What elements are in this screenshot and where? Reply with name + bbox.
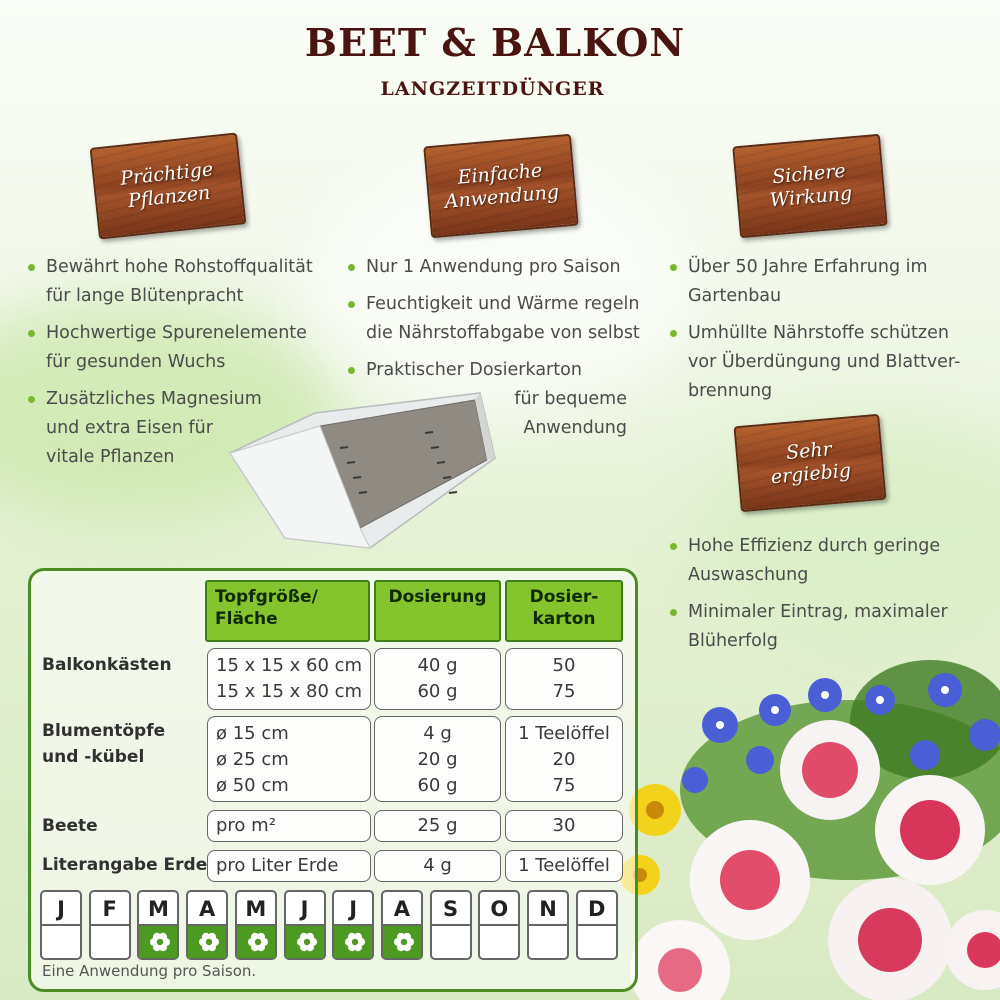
month-letter: N xyxy=(529,892,567,926)
table-cell-size xyxy=(207,648,371,710)
badge-label: Sehr ergiebig xyxy=(770,437,852,489)
flower-icon xyxy=(246,930,270,954)
badge-praechtige-pflanzen xyxy=(90,133,247,240)
month-active-slot xyxy=(286,926,324,958)
badge-label: Einfache Anwendung xyxy=(443,159,560,213)
month-active-slot xyxy=(139,926,177,958)
month-letter: O xyxy=(480,892,518,926)
table-cell-dose xyxy=(374,716,501,802)
cell-value: 4 g xyxy=(423,855,452,876)
month-box xyxy=(186,890,228,960)
table-cell-dose xyxy=(374,810,501,842)
month-box xyxy=(430,890,472,960)
month-letter: J xyxy=(334,892,372,926)
cell-value: 75 xyxy=(552,681,576,702)
row-label-blumentoepfe: Blumentöpfe und -kübel xyxy=(42,721,166,767)
month-active-slot xyxy=(188,926,226,958)
month-letter: J xyxy=(286,892,324,926)
feature-list-wirkung xyxy=(666,253,986,414)
list-item: Hochwertige Spurenelemente für gesunden Wuchs xyxy=(24,319,334,377)
month-letter: J xyxy=(42,892,80,926)
month-empty-slot xyxy=(91,926,129,958)
month-active-slot xyxy=(383,926,421,958)
month-letter: A xyxy=(383,892,421,926)
month-empty-slot xyxy=(432,926,470,958)
list-item: Bewährt hohe Rohstoffqualität für lange Blütenpracht xyxy=(24,253,334,311)
cell-value: 4 g xyxy=(423,723,452,744)
list-item: Über 50 Jahre Erfahrung im Gartenbau xyxy=(666,253,986,311)
list-item: Zusätzliches Magnesium und extra Eisen für vitale Pflanzen xyxy=(24,385,334,472)
month-letter: S xyxy=(432,892,470,926)
table-cell-box xyxy=(505,716,623,802)
table-cell-dose xyxy=(374,850,501,882)
product-subtitle: LANGZEITDÜNGER xyxy=(380,78,605,100)
cell-value: 15 x 15 x 80 cm xyxy=(216,681,363,702)
month-empty-slot xyxy=(578,926,616,958)
badge-sichere-wirkung xyxy=(732,134,887,239)
badge-label: Prächtige Pflanzen xyxy=(119,158,215,213)
list-item: Nur 1 Anwendung pro Saison xyxy=(344,253,649,282)
list-item: Praktischer Dosierkarton xyxy=(344,356,649,385)
month-empty-slot xyxy=(42,926,80,958)
cell-value: 50 xyxy=(552,655,576,676)
badge-label: Sichere Wirkung xyxy=(768,159,854,212)
badge-einfache-anwendung xyxy=(423,134,578,239)
table-cell-size xyxy=(207,716,371,802)
calendar-note: Eine Anwendung pro Saison. xyxy=(42,962,257,980)
table-cell-box xyxy=(505,648,623,710)
flower-icon xyxy=(197,930,221,954)
product-title: BEET & BALKON xyxy=(304,20,686,65)
header-dosierkarton: Dosier- karton xyxy=(505,580,623,642)
month-letter: D xyxy=(578,892,616,926)
flower-icon xyxy=(343,930,367,954)
table-cell-size xyxy=(207,850,371,882)
month-box xyxy=(89,890,131,960)
cell-value: 60 g xyxy=(417,681,458,702)
cell-value: pro Liter Erde xyxy=(216,855,339,876)
month-box xyxy=(137,890,179,960)
flowers-decoration xyxy=(600,650,1000,1000)
table-cell-size xyxy=(207,810,371,842)
list-item: Hohe Effizienz durch geringe Auswaschung xyxy=(666,532,986,590)
badge-sehr-ergiebig xyxy=(734,414,887,512)
table-cell-box xyxy=(505,850,623,882)
cell-value: ø 15 cm xyxy=(216,723,289,744)
row-label-beete: Beete xyxy=(42,816,98,836)
month-box xyxy=(40,890,82,960)
list-item: Umhüllte Nährstoffe schützen vor Überdüngung und Blattver- brennung xyxy=(666,319,986,406)
row-label-balkonkaesten: Balkonkästen xyxy=(42,655,172,675)
month-box xyxy=(478,890,520,960)
flower-icon xyxy=(148,930,172,954)
month-letter: F xyxy=(91,892,129,926)
cell-value: ø 25 cm xyxy=(216,749,289,770)
month-active-slot xyxy=(334,926,372,958)
month-box xyxy=(527,890,569,960)
month-active-slot xyxy=(237,926,275,958)
cell-value: 1 Teelöffel xyxy=(518,855,610,876)
header-dosierung: Dosierung xyxy=(374,580,501,642)
list-item: Minimaler Eintrag, maximaler Blüherfolg xyxy=(666,598,986,656)
cell-value: 30 xyxy=(552,815,576,836)
row-label-literangabe: Literangabe Erde xyxy=(42,855,208,875)
month-box xyxy=(576,890,618,960)
month-box xyxy=(235,890,277,960)
feature-list-ergiebig xyxy=(666,532,986,664)
table-cell-box xyxy=(505,810,623,842)
list-item: Feuchtigkeit und Wärme regeln die Nährstoffabgabe von selbst xyxy=(344,290,649,348)
cell-value: 15 x 15 x 60 cm xyxy=(216,655,363,676)
month-empty-slot xyxy=(480,926,518,958)
cell-value: 40 g xyxy=(417,655,458,676)
table-cell-dose xyxy=(374,648,501,710)
month-letter: M xyxy=(237,892,275,926)
cell-value: pro m² xyxy=(216,815,276,836)
cell-value: ø 50 cm xyxy=(216,775,289,796)
dosing-box-illustration xyxy=(225,388,510,553)
cell-value: 20 xyxy=(552,749,576,770)
month-box xyxy=(332,890,374,960)
cell-value: 1 Teelöffel xyxy=(518,723,610,744)
cell-value: 60 g xyxy=(417,775,458,796)
flower-icon xyxy=(392,930,416,954)
month-letter: A xyxy=(188,892,226,926)
month-letter: M xyxy=(139,892,177,926)
cell-value: 25 g xyxy=(417,815,458,836)
header-topfgroesse: Topfgröße/ Fläche xyxy=(205,580,370,642)
cell-value: 75 xyxy=(552,775,576,796)
list-item-continuation: für bequeme Anwendung xyxy=(514,389,627,438)
cell-value: 20 g xyxy=(417,749,458,770)
month-box xyxy=(381,890,423,960)
flower-icon xyxy=(295,930,319,954)
month-box xyxy=(284,890,326,960)
month-empty-slot xyxy=(529,926,567,958)
